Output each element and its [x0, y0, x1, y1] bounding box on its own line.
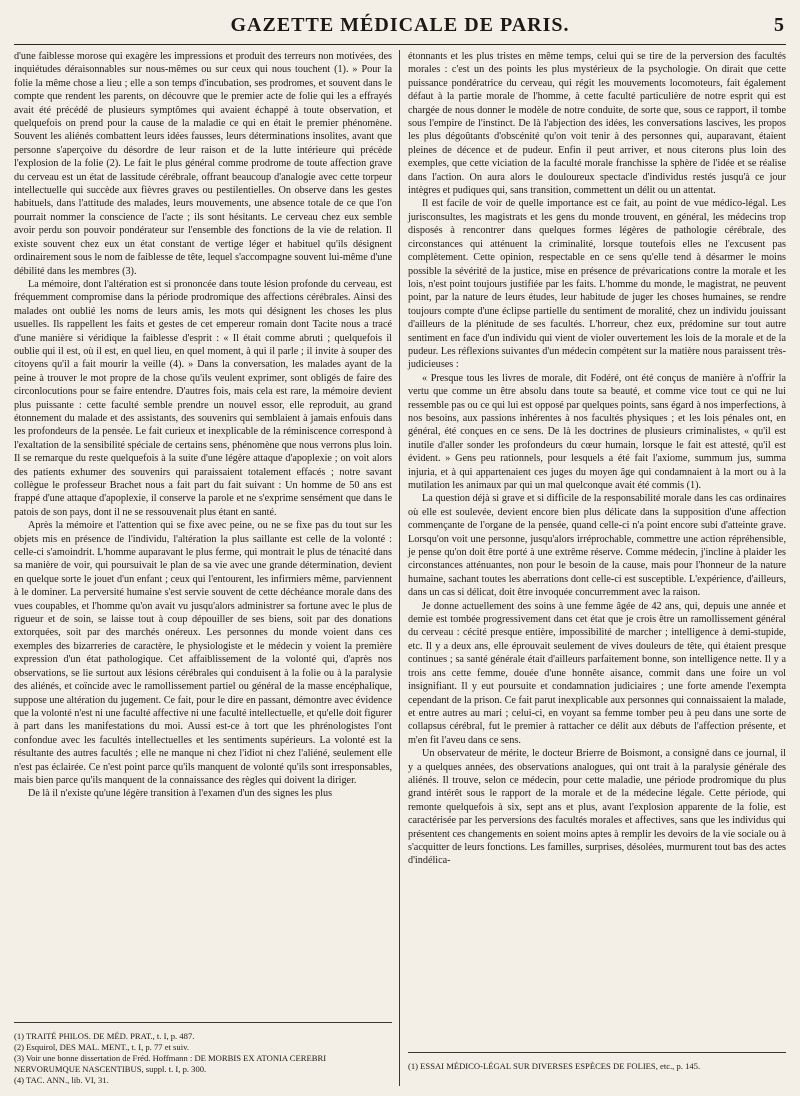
right-paragraph: Il est facile de voir de quelle importance est ce fait, au point de vue médico-légal. Les jurisconsultes, les magistrats et les gens du monde trouvent, en général, les médecins trop disposés à rencontrer dans quelques formes légères de pathologie cérébrale, des circonstances qui atténuent la criminalité, lorsque toutefois elles ne l'excusent pas complètement. Cette opinion, respectable en ce sens qu'elle tend à désarmer le moins possible la sévérité de la justice, mise en présence de prévarications contre la morale et les lois, n'est point toujours justifiée par les faits. L'homme du monde, le magistrat, ne peuvent point, par la nature de leurs études, leur habitude de juger les choses humaines, se rendre toujours compte d'une éclipse partielle du sentiment de moralité, chez un individu jouissant d'ailleurs de la plénitude de ses facultés. L'horreur, chez eux, prédomine sur tout autre sentiment en face d'un individu qui vient de violer ouvertement les lois de la morale et de la pudeur. Les réflexions suivantes d'un médecin compétent sur la matière nous paraissent très-judicieuses : — [408, 198, 786, 371]
footnote: (1) TRAITÉ PHILOS. DE MÉD. PRAT., t. I, p. 487. — [14, 1031, 195, 1041]
page-number: 5 — [774, 14, 784, 36]
right-paragraph: « Presque tous les livres de morale, dit Fodéré, ont été conçus de manière à n'offrir la vertu que comme un être absolu dans toute sa beauté, et comme vice tout ce qui ne lui ressemble pas ou ce qui lui est opposé par quelques points, sans égard à nos imperfections, à nos besoins, aux passions inhérentes à nos facultés physiques ; et les lois pénales ont, en général, été conçues en ce sens. De là les doctrines de plusieurs criminalistes, « qu'il est inutile d'aller sonder les profondeurs du cœur humain, lorsque le fait est attesté, qu'il est évident. » Gens peu rationnels, pour lesquels a été fait l'axiome, summum jus, summa injuria, et à qui appartenaient ces juges du moyen âge qui condamnaient à la mort ou à la mutilation les animaux par qui un mal quelconque avait été commis (1). — [408, 372, 786, 491]
left-paragraph: La mémoire, dont l'altération est si prononcée dans toute lésion profonde du cerveau, est fréquemment compromise dans la période prodromique des affections cérébrales. Ainsi des malades ont oublié les noms de leurs amis, les mots qui désignent les choses les plus usuelles. Ils rappellent les faits et gestes de cet empereur romain dont Tacite nous a tracé d'une manière si véridique la faiblesse d'esprit : « Il était comme abruti ; quelquefois il oublie qui il est, où il est, en quel lieu, en quel moment, à qui il parle ; il invite à souper des citoyens qu'il a fait mourir la veille (4). » Dans la conversation, les malades ayant de la peine à trouver le mot propre de la chose qu'ils veulent exprimer, sont obligés de faire des circonlocutions pour se faire entendre. D'autres fois, mais cela est rare, la mémoire devient plus puissante : cette faculté semble prendre un nouvel essor, elle reproduit, au grand étonnement du malade et des assistants, des souvenirs qui semblaient à jamais enfouis dans les profondeurs de la pensée. Le fait curieux et inexplicable de la réminiscence correspond à l'exaltation de la sensibilité spéciale de certains sens, phénomène que nous verrons plus loin. Il se remarque du reste quelquefois à la suite d'une légère attaque d'apoplexie ; on voit alors des patients exhumer des souvenirs qui paraissaient totalement effacés ; notre savant collègue le professeur Brachet nous a fait part du fait suivant : Un homme de 50 ans est frappé d'une attaque d'apoplexie, il conserve la parole et ne s'exprime sensément que dans le patois de son pays, dont il ne se ressouvenait plus étant en santé. — [14, 278, 392, 518]
right-column — [408, 50, 786, 1086]
footnote: (3) Voir une bonne dissertation de Fréd. Hoffmann : DE MORBIS EX ATONIA CEREBRI NERVORUMQUE NASCENTIBUS, suppl. t. I, p. 300. — [14, 1053, 327, 1074]
left-column-body — [14, 50, 392, 801]
text-columns — [14, 50, 786, 1086]
left-column — [14, 50, 392, 1086]
right-paragraph: Je donne actuellement des soins à une femme âgée de 42 ans, qui, depuis une année et demie est tombée progressivement dans cet état que je crois être un ramollissement général du cerveau : cécité presque entière, impossibilité de marcher ; intelligence à demi-stupide, etc. Il y a deux ans, elle éprouvait seulement de vives douleurs de tête, qui étaient presque continues ; sa santé générale était d'ailleurs parfaitement bonne, son intelligence nette. Il y a trois ans cette femme, douée d'une honnête aisance, commit dans une foire un vol insignifiant. Il y eut poursuite et condamnation judiciaires ; une forte amende l'exempta cependant de la prison. Ce fait parut inexplicable aux personnes qui connaissaient la malade, et entre autres au mari ; celui-ci, en voyant sa femme tomber peu à peu dans une sorte de collapsus cérébral, fut le premier à rattacher ce délit aux débuts de l'affection présente, et m'en fit l'aveu dans ce sens. — [408, 600, 786, 746]
right-paragraph: La question déjà si grave et si difficile de la responsabilité morale dans les cas ordinaires où elle est soulevée, devient encore bien plus délicate dans la supposition d'une affection commençante de l'organe de la pensée, quand celle-ci n'a point encore subi d'atteinte grave. Lorsqu'on voit une personne, jusqu'alors irréprochable, commettre une action répréhensible, je pense qu'on doit être porté à une extrême réserve. Comme médecin, j'incline à plaider les circonstances atténuantes, non pour le besoin de la cause, mais pour l'honneur de la nature humaine, sachant toutes les aberrations dont celle-ci est susceptible. L'expérience, d'ailleurs, dans un cas si délicat, doit être invoquée concurremment avec la raison. — [408, 493, 786, 599]
right-column-body — [408, 50, 786, 868]
right-paragraph: étonnants et les plus tristes en même temps, celui qui se tire de la perversion des facultés morales : c'est un des points les plus mystérieux de la psychologie. On dirait que cette puissance pondératrice du cerveau, qui régit les mouvements locomoteurs, fait également défaut à la partie morale de l'homme, à cette faculté particulière de notre esprit qui est chargée de nous donner le modèle de notre conduite, de sorte que, sous ce rapport, il tombe sous l'empire de l'instinct. De là l'abjection des idées, les conversations lascives, les propos les plus dégoûtants d'obscénité qu'on voit tenir à des personnes qui, auparavant, étaient pleines de décence et de pudeur. Enfin il peut arriver, et nous citerons plus loin des exemples, que cette viciation de la faculté morale franchisse la sphère de l'idée et se réalise dans l'action. On aura alors le douloureux spectacle d'individus restés jusqu'à ce jour intègres et pudiques qui, sans transition, commettent un délit ou un attentat. — [408, 51, 786, 197]
right-paragraph: Un observateur de mérite, le docteur Brierre de Boismont, a consigné dans ce journal, il y a quelques années, des observations analogues, qui ont trait à la paralysie générale des aliénés. Il trouve, selon ce médecin, pour cette maladie, une période prodromique du plus grand intérêt sous le rapport de la morale et de la médecine légale. Cette période, qui remonte quelquefois à six, sept ans et plus, avant l'explosion apparente de la folie, est caractérisée par les perversions des facultés morales et affectives, sans que les individus qui présentent ces changements en soient moins aptes à remplir les devoirs de la vie sociale ou à s'acquitter de leurs fonctions. Les familles, surprises, désolées, murmurent tout bas des actes d'indélica- — [408, 748, 786, 867]
right-footnotes — [408, 1052, 786, 1072]
footnote: (1) ESSAI MÉDICO-LÉGAL SUR DIVERSES ESPÈCES DE FOLIES, etc., p. 145. — [408, 1061, 701, 1071]
left-footnotes — [14, 1022, 392, 1086]
journal-title: GAZETTE MÉDICALE DE PARIS. — [230, 14, 570, 36]
left-paragraph: d'une faiblesse morose qui exagère les impressions et produit des terreurs non motivées, des inquiétudes déraisonnables sur nous-mêmes ou sur ceux qui nous touchent (1). » Pour la folie la même chose a lieu ; elle a son temps d'incubation, ses prodromes, et souvent dans le compte que rendent les parents, on découvre que le premier acte de folie qui les a effrayés avait été précédé de plusieurs symptômes qui avaient échappé à toute observation, et quelquefois on prend pour la cause de la maladie ce qui en était le premier phénomène. Souvent les aliénés combattent leurs idées fausses, leurs déterminations insolites, avant que personne s'aperçoive du désordre de leur raison et de la lutte intérieure qui précède l'explosion de la folie (2). Le fait le plus général comme prodrome de toute affection grave du cerveau est un état de lassitude cérébrale, offrant beaucoup d'analogie avec cette torpeur intellectuelle qui succède aux fièvres graves ou pestilentielles. On observe dans les gestes habituels, dans l'attitude des malades, leurs mouvements, une absence totale de ce que l'on pourrait nommer la conscience de l'acte ; ils sont hésitants. Le cerveau chez eux semble avoir perdu son pouvoir pondérateur sur l'ensemble des fonctions de la vie de relation. Il existe souvent chez eux un état constant de vertige léger et habituel qu'ils désignent ordinairement sous le nom de faiblesse de tête, lequel s'accompagne souvent lui-même d'une débilité dans les membres (3). — [14, 51, 392, 277]
footnote: (4) TAC. ANN., lib. VI, 31. — [14, 1075, 109, 1085]
footnote: (2) Esquirol, DES MAL. MENT., t. I, p. 77 et suiv. — [14, 1042, 189, 1052]
page-header — [14, 10, 786, 45]
column-divider — [399, 50, 400, 1086]
left-paragraph: De là il n'existe qu'une légère transition à l'examen d'un des signes les plus — [28, 788, 333, 800]
left-paragraph: Après la mémoire et l'attention qui se fixe avec peine, ou ne se fixe pas du tout sur les objets mis en présence de l'individu, l'altération la plus saillante est celle de la volonté : celle-ci s'amoindrit. L'homme auparavant le plus ferme, qui montrait le plus de ténacité dans sa manière de voir, qui poursuivait le plan de sa vie avec une grande détermination, devient en quelque sorte le jouet d'un enfant ; ceux qui l'entourent, les infirmiers même, parviennent à le dominer. La perversité humaine s'est servie souvent de cette déchéance morale dans des vues coupables, et l'homme qu'on avait vu jusqu'alors administrer sa fortune avec le plus de rigueur et de soin, se laisse tout à coup dépouiller de ses biens, soit par des donations extorquées, soit par des marchés onéreux. Les personnes du monde voient dans ces exemples des bizarreries de caractère, le physiologiste et le médecin y voient la première expression d'un état pathologique. Cet affaiblissement de la volonté qui, d'après nos observations, se lie surtout aux lésions cérébrales qui conduisent à la folie ou à la paralysie des aliénés, et coïncide avec le ramollissement partiel ou général de la masse encéphalique, suppose une altération du jugement. Ce fait, pour le dire en passant, démontre avec évidence que la volonté n'est ni une faculté affective ni une faculté intellectuelle, et qu'elle doit figurer à part dans les manifestations du moi. Aussi est-ce à tort que les phrénologistes l'ont confondue avec les facultés intellectuelles et les sentiments supérieurs. La volonté est la résultante des autres facultés ; elle ne manque ni chez l'idiot ni chez l'aliéné, seulement elle n'est pas éclairée. Ce n'est point parce qu'ils manquent de volonté qu'ils sont irresponsables, mais bien parce qu'ils manquent de la connaissance des règles qui doivent la diriger. — [14, 520, 393, 786]
